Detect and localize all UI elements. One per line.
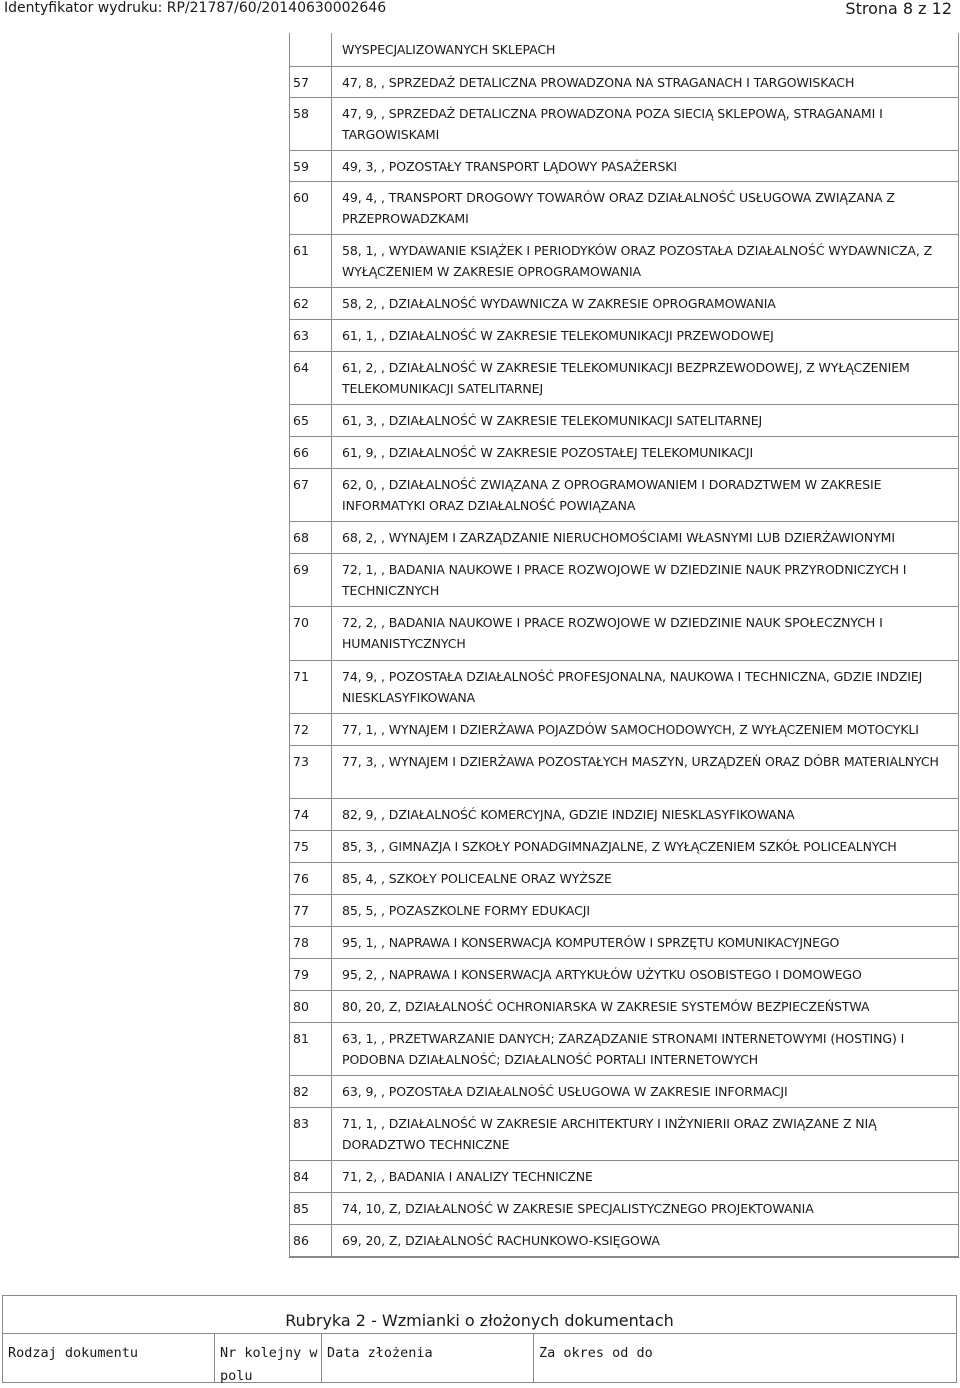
row-number: 70 (290, 607, 332, 660)
row-number: 81 (290, 1023, 332, 1075)
row-number: 68 (290, 522, 332, 553)
activity-description: 69, 20, Z, DZIAŁALNOŚĆ RACHUNKOWO-KSIĘGOWA (342, 1233, 660, 1248)
activity-description: 71, 1, , DZIAŁALNOŚĆ W ZAKRESIE ARCHITEKTURY I INŻYNIERII ORAZ ZWIĄZANE Z NIĄ DORADZTWO TECHNICZNE (342, 1116, 877, 1152)
table-row (290, 235, 958, 288)
row-number: 66 (290, 437, 332, 468)
row-number: 78 (290, 927, 332, 958)
activity-description: 61, 9, , DZIAŁALNOŚĆ W ZAKRESIE POZOSTAŁEJ TELEKOMUNIKACJI (342, 445, 754, 460)
activity-description: 63, 1, , PRZETWARZANIE DANYCH; ZARZĄDZANIE STRONAMI INTERNETOWYMI (HOSTING) I PODOBNA DZIAŁALNOŚĆ; DZIAŁALNOŚĆ PORTALI INTERNETOWYCH (342, 1031, 905, 1067)
row-number: 64 (290, 352, 332, 404)
table-row (290, 522, 958, 554)
section-column-headers (3, 1334, 956, 1383)
row-number: 62 (290, 288, 332, 319)
row-number: 57 (290, 67, 332, 97)
table-row (290, 320, 958, 352)
row-number: 67 (290, 469, 332, 521)
activity-description: 85, 4, , SZKOŁY POLICEALNE ORAZ WYŻSZE (342, 871, 612, 886)
table-row (290, 746, 958, 799)
documents-section (2, 1295, 957, 1383)
row-number: 74 (290, 799, 332, 830)
row-number: 86 (290, 1225, 332, 1256)
activity-description: 72, 2, , BADANIA NAUKOWE I PRACE ROZWOJOWE W DZIEDZINIE NAUK SPOŁECZNYCH I HUMANISTYCZNYCH (342, 615, 883, 651)
table-row (290, 959, 958, 991)
row-number: 82 (290, 1076, 332, 1107)
row-number: 73 (290, 746, 332, 798)
column-header-filing-date: Data złożenia (322, 1334, 534, 1383)
table-row (290, 352, 958, 405)
row-number: 60 (290, 182, 332, 234)
table-row (290, 33, 958, 67)
column-header-period: Za okres od do (539, 1345, 653, 1361)
row-number: 69 (290, 554, 332, 606)
table-row (290, 1193, 958, 1225)
table-row (290, 288, 958, 320)
table-row (290, 1076, 958, 1108)
activity-description: 63, 9, , POZOSTAŁA DZIAŁALNOŚĆ USŁUGOWA W ZAKRESIE INFORMACJI (342, 1084, 788, 1099)
row-number: 80 (290, 991, 332, 1022)
row-number: 77 (290, 895, 332, 926)
table-row (290, 799, 958, 831)
table-row (290, 67, 958, 98)
activity-description: 72, 1, , BADANIA NAUKOWE I PRACE ROZWOJOWE W DZIEDZINIE NAUK PRZYRODNICZYCH I TECHNICZNYCH (342, 562, 907, 598)
activity-description: 74, 10, Z, DZIAŁALNOŚĆ W ZAKRESIE SPECJALISTYCZNEGO PROJEKTOWANIA (342, 1201, 814, 1216)
activity-description: 71, 2, , BADANIA I ANALIZY TECHNICZNE (342, 1169, 593, 1184)
row-number: 59 (290, 151, 332, 181)
table-row (290, 991, 958, 1023)
table-row (290, 661, 958, 714)
table-row (290, 98, 958, 151)
row-number: 65 (290, 405, 332, 436)
table-row (290, 863, 958, 895)
table-row (290, 405, 958, 437)
activity-description: 85, 3, , GIMNAZJA I SZKOŁY PONADGIMNAZJALNE, Z WYŁĄCZENIEM SZKÓŁ POLICEALNYCH (342, 839, 897, 854)
activity-description: 77, 1, , WYNAJEM I DZIERŻAWA POJAZDÓW SAMOCHODOWYCH, Z WYŁĄCZENIEM MOTOCYKLI (342, 722, 919, 737)
section-title: Rubryka 2 - Wzmianki o złożonych dokumentach (3, 1296, 956, 1334)
row-number: 72 (290, 714, 332, 745)
row-number: 75 (290, 831, 332, 862)
pkd-table (289, 33, 959, 1258)
column-header-document-type: Rodzaj dokumentu (3, 1334, 215, 1383)
table-row (290, 1225, 958, 1257)
activity-description: 82, 9, , DZIAŁALNOŚĆ KOMERCYJNA, GDZIE INDZIEJ NIESKLASYFIKOWANA (342, 807, 795, 822)
table-row (290, 469, 958, 522)
activity-description: 58, 1, , WYDAWANIE KSIĄŻEK I PERIODYKÓW ORAZ POZOSTAŁA DZIAŁALNOŚĆ WYDAWNICZA, Z WYŁĄCZENIEM W ZAKRESIE OPROGRAMOWANIA (342, 243, 933, 279)
activity-description: 62, 0, , DZIAŁALNOŚĆ ZWIĄZANA Z OPROGRAMOWANIEM I DORADZTWEM W ZAKRESIE INFORMATYKI ORAZ DZIAŁALNOŚĆ POWIĄZANA (342, 477, 882, 513)
row-number: 63 (290, 320, 332, 351)
row-number: 83 (290, 1108, 332, 1160)
page-header (0, 0, 960, 18)
activity-description: WYSPECJALIZOWANYCH SKLEPACH (342, 42, 556, 57)
table-row (290, 1108, 958, 1161)
row-number: 84 (290, 1161, 332, 1192)
table-row (290, 607, 958, 661)
row-number: 85 (290, 1193, 332, 1224)
row-number (290, 33, 332, 66)
table-row (290, 831, 958, 863)
table-row (290, 182, 958, 235)
table-row (290, 714, 958, 746)
table-row (290, 554, 958, 607)
activity-description: 58, 2, , DZIAŁALNOŚĆ WYDAWNICZA W ZAKRESIE OPROGRAMOWANIA (342, 296, 776, 311)
activity-description: 61, 3, , DZIAŁALNOŚĆ W ZAKRESIE TELEKOMUNIKACJI SATELITARNEJ (342, 413, 763, 428)
column-header-sequence-number: Nr kolejny w polu (215, 1334, 322, 1383)
row-number: 71 (290, 661, 332, 713)
activity-description: 95, 2, , NAPRAWA I KONSERWACJA ARTYKUŁÓW UŻYTKU OSOBISTEGO I DOMOWEGO (342, 967, 862, 982)
activity-description: 95, 1, , NAPRAWA I KONSERWACJA KOMPUTERÓW I SPRZĘTU KOMUNIKACYJNEGO (342, 935, 840, 950)
activity-description: 68, 2, , WYNAJEM I ZARZĄDZANIE NIERUCHOMOŚCIAMI WŁASNYMI LUB DZIERŻAWIONYMI (342, 530, 895, 545)
activity-description: 77, 3, , WYNAJEM I DZIERŻAWA POZOSTAŁYCH MASZYN, URZĄDZEŃ ORAZ DÓBR MATERIALNYCH (342, 754, 939, 769)
table-row (290, 927, 958, 959)
table-row (290, 151, 958, 182)
table-row (290, 1161, 958, 1193)
activity-description: 61, 1, , DZIAŁALNOŚĆ W ZAKRESIE TELEKOMUNIKACJI PRZEWODOWEJ (342, 328, 774, 343)
row-number: 76 (290, 863, 332, 894)
table-row (290, 437, 958, 469)
activity-description: 49, 3, , POZOSTAŁY TRANSPORT LĄDOWY PASAŻERSKI (342, 159, 677, 174)
activity-description: 61, 2, , DZIAŁALNOŚĆ W ZAKRESIE TELEKOMUNIKACJI BEZPRZEWODOWEJ, Z WYŁĄCZENIEM TELEKOMUNIKACJI SATELITARNEJ (342, 360, 910, 396)
activity-description: 49, 4, , TRANSPORT DROGOWY TOWARÓW ORAZ DZIAŁALNOŚĆ USŁUGOWA ZWIĄZANA Z PRZEPROWADZKAMI (342, 190, 895, 226)
activity-description: 85, 5, , POZASZKOLNE FORMY EDUKACJI (342, 903, 590, 918)
activity-description: 47, 9, , SPRZEDAŻ DETALICZNA PROWADZONA POZA SIECIĄ SKLEPOWĄ, STRAGANAMI I TARGOWISKAMI (342, 106, 883, 142)
activity-description: 74, 9, , POZOSTAŁA DZIAŁALNOŚĆ PROFESJONALNA, NAUKOWA I TECHNICZNA, GDZIE INDZIEJ NIESKLASYFIKOWANA (342, 669, 923, 705)
activity-description: 80, 20, Z, DZIAŁALNOŚĆ OCHRONIARSKA W ZAKRESIE SYSTEMÓW BEZPIECZEŃSTWA (342, 999, 870, 1014)
row-number: 58 (290, 98, 332, 150)
row-number: 79 (290, 959, 332, 990)
page-number: Strona 8 z 12 (845, 0, 952, 18)
table-row (290, 895, 958, 927)
table-row (290, 1023, 958, 1076)
activity-description: 47, 8, , SPRZEDAŻ DETALICZNA PROWADZONA NA STRAGANACH I TARGOWISKACH (342, 75, 855, 90)
row-number: 61 (290, 235, 332, 287)
print-identifier: Identyfikator wydruku: RP/21787/60/20140630002646 (4, 0, 387, 16)
